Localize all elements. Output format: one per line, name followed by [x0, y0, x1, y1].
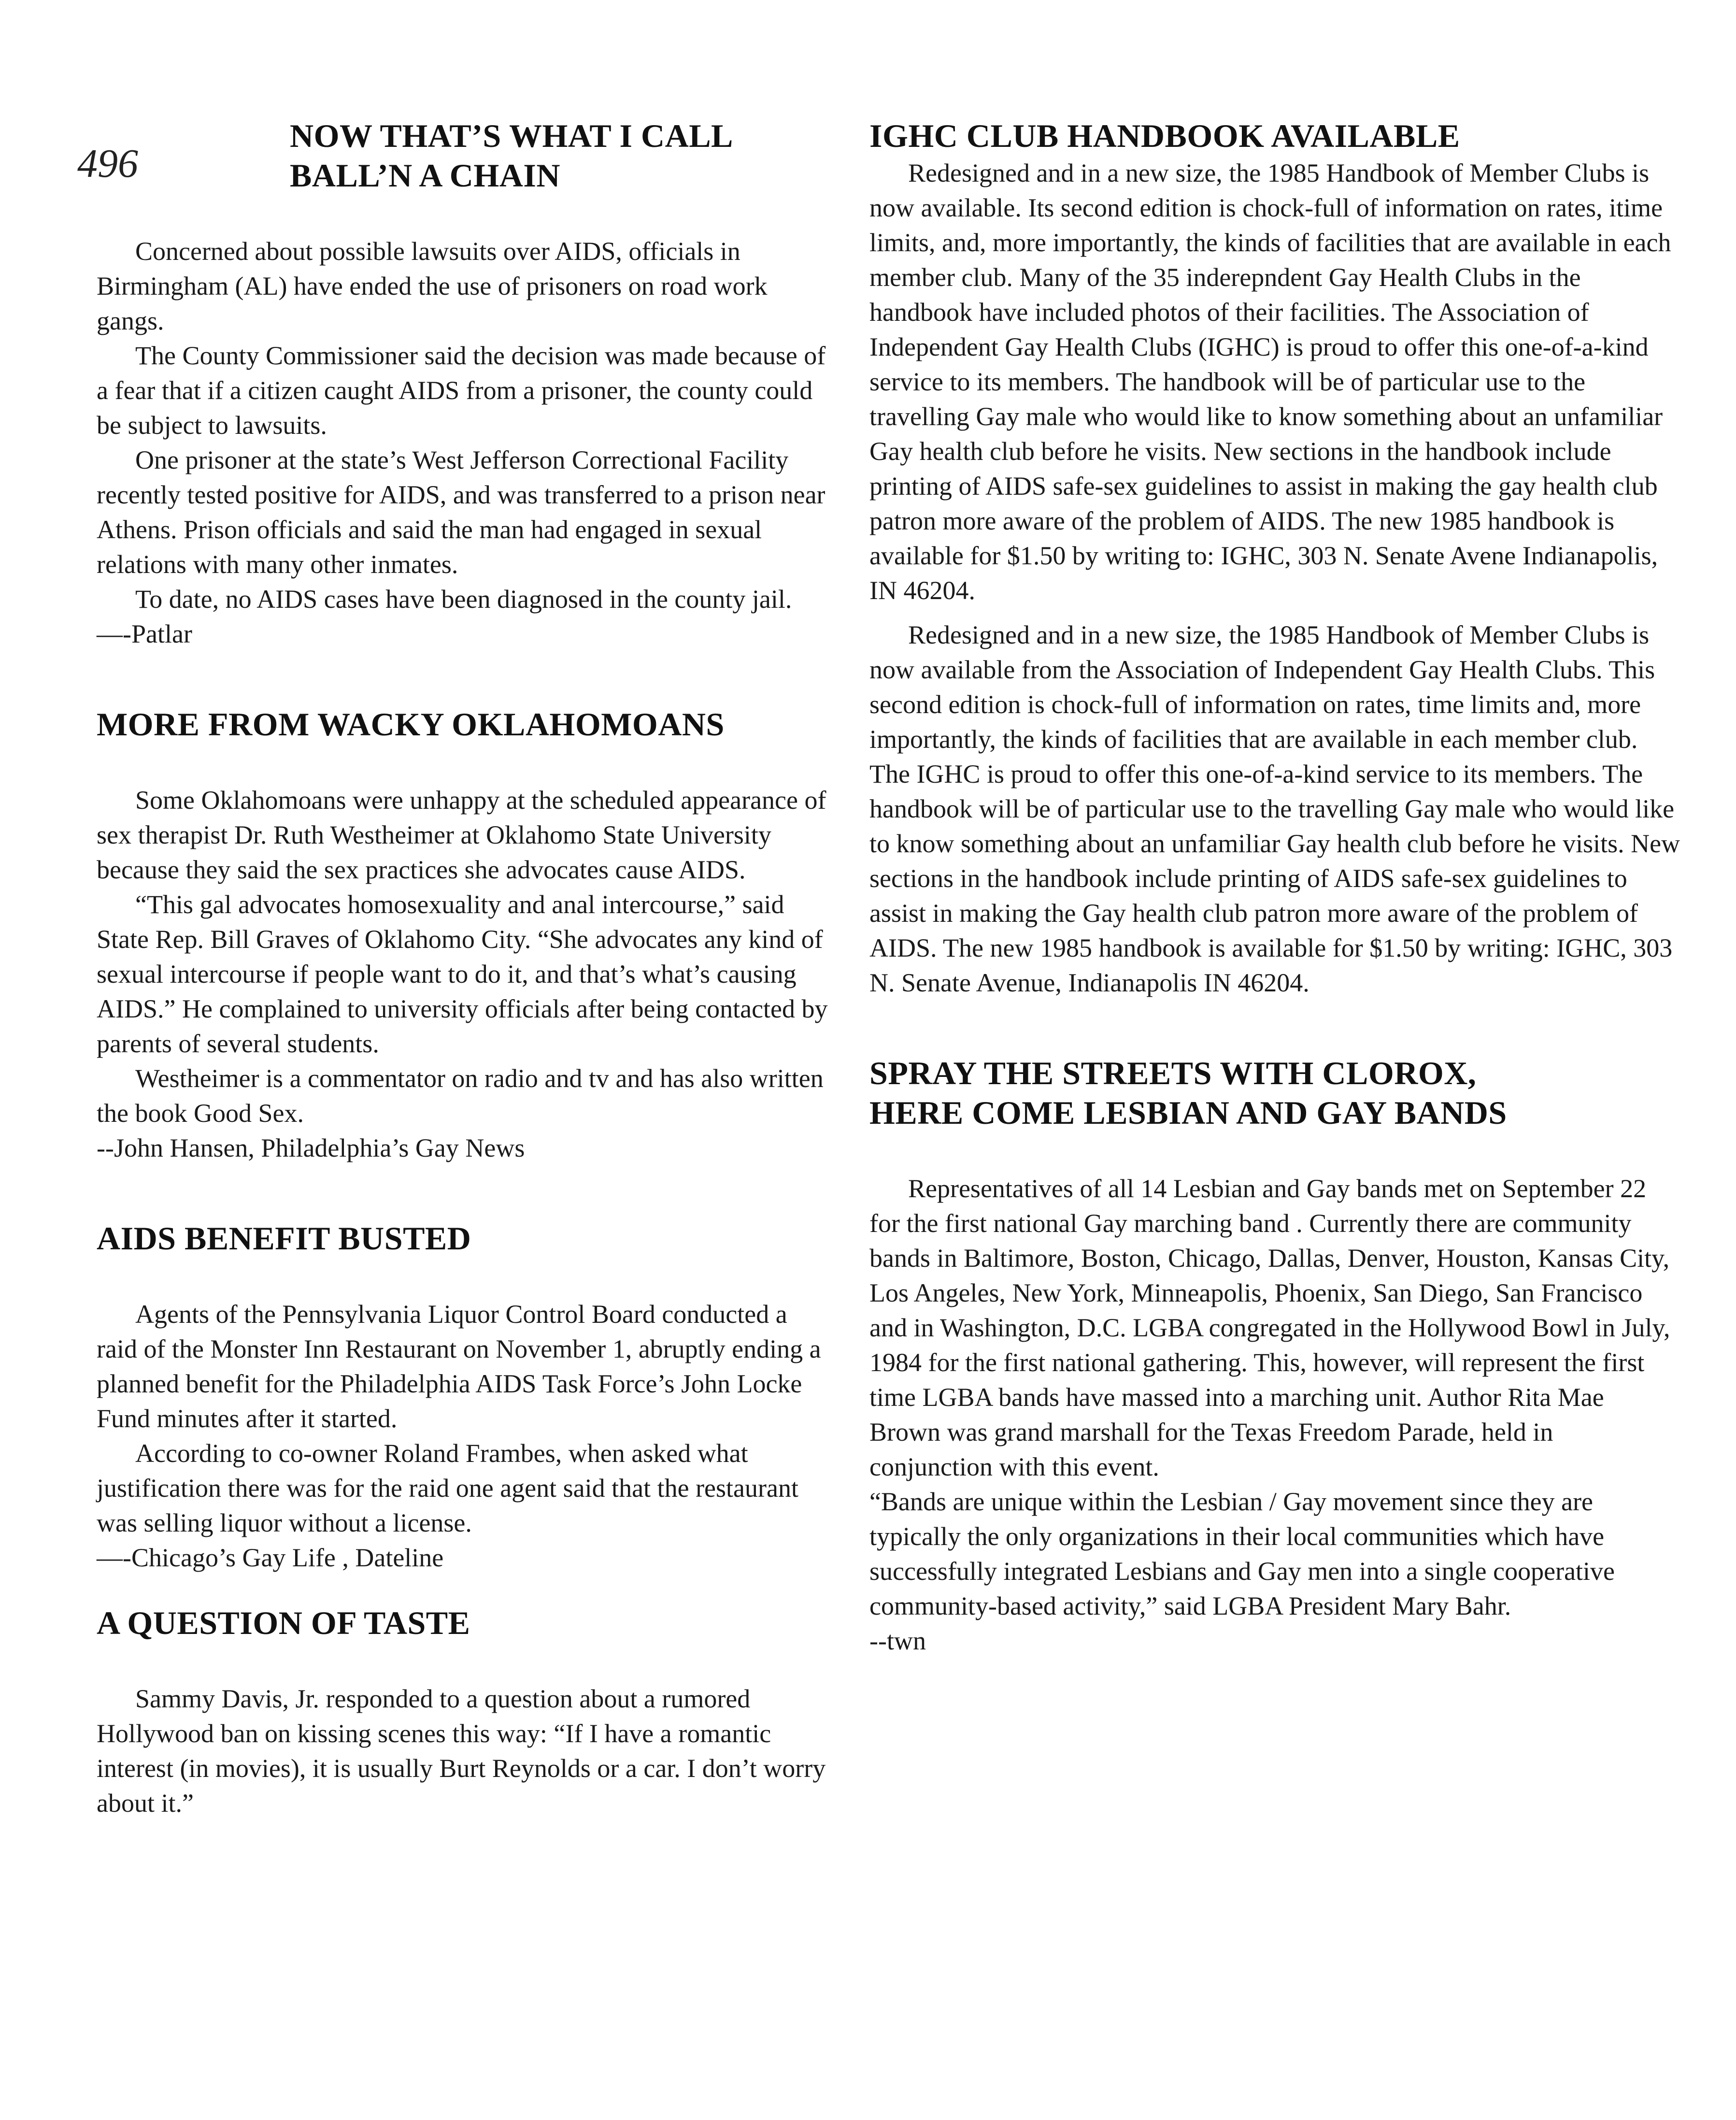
headline-line: MORE FROM WACKY OKLAHOMOANS — [97, 706, 725, 743]
headline-line: AIDS BENEFIT BUSTED — [97, 1220, 471, 1257]
article-paragraph: The County Commissioner said the decision was made because of a fear that if a citizen caught AIDS from a prisoner, the county could be subject to lawsuits. — [97, 341, 826, 440]
headline-line: IGHC CLUB HANDBOOK AVAILABLE — [869, 117, 1460, 154]
article-ball-n-chain — [97, 116, 831, 651]
article-gay-bands — [869, 1053, 1681, 1658]
article-paragraph: Concerned about possible lawsuits over AIDS, officials in Birmingham (AL) have ended the use of prisoners on road work gangs. — [97, 237, 768, 335]
article-paragraph: “Bands are unique within the Lesbian / Gay movement since they are typically the only organizations in their local communities which have successfully integrated Lesbians and Gay men into a single cooperative community-based activity,” said LGBA President Mary Bahr. — [869, 1487, 1615, 1620]
right-column — [869, 116, 1681, 1658]
article-paragraph: Redesigned and in a new size, the 1985 Handbook of Member Clubs is now available. Its second edition is chock-full of information on rates, itime limits, and, more importantly, the kinds of facilities that are available in each member club. Many of the 35 inderepndent Gay Health Clubs in the handbook have included photos of their facilities. The Association of Independent Gay Health Clubs (IGHC) is proud to offer this one-of-a-kind service to its members. The handbook will be of particular use to the travelling Gay male who would like to know something about an unfamiliar Gay health club before he visits. New sections in the handbook include printing of AIDS safe-sex guidelines to assist in making the gay health club patron more aware of the problem of AIDS. The new 1985 handbook is available for $1.50 by writing to: IGHC, 303 N. Senate Avene Indianapolis, IN 46204. — [869, 158, 1671, 605]
article-headline — [97, 1218, 831, 1258]
article-paragraph: Agents of the Pennsylvania Liquor Control Board conducted a raid of the Monster Inn Restaurant on November 1, abruptly ending a planned benefit for the Philadelphia AIDS Task Force’s John Locke Fund minutes after it started. — [97, 1300, 821, 1433]
article-headline — [869, 1053, 1681, 1132]
article-paragraph: One prisoner at the state’s West Jefferson Correctional Facility recently tested positive for AIDS, and was transferred to a prison near Athens. Prison officials and said the man had engaged in sexual relations with many other inmates. — [97, 445, 825, 579]
article-paragraph: “This gal advocates homosexuality and anal intercourse,” said State Rep. Bill Graves of Oklahomo City. “She advocates any kind of sexual intercourse if people want to do it, and that’s what’s causing AIDS.” He complained to university officials after being contacted by parents of several students. — [97, 890, 828, 1058]
article-paragraph: To date, no AIDS cases have been diagnosed in the county jail. — [135, 585, 792, 614]
article-paragraph: Representatives of all 14 Lesbian and Gay bands met on September 22 for the first national Gay marching band . Currently there are community bands in Baltimore, Boston, Chicago, Dallas, Denver, Houston, Kansas City, Los Angeles, New York, Minneapolis, Phoenix, San Diego, San Francisco and in Washington, D.C. LGBA congregated in the Hollywood Bowl in July, 1984 for the first national gathering. This, however, will represent the first time LGBA bands have massed into a marching unit. Author Rita Mae Brown was grand marshall for the Texas Freedom Parade, held in conjunction with this event. — [869, 1174, 1670, 1481]
article-paragraph: According to co-owner Roland Frambes, when asked what justification there was for the raid one agent said that the restaurant was selling liquor without a license. — [97, 1439, 798, 1537]
article-headline — [869, 116, 1681, 156]
article-paragraph: Some Oklahomoans were unhappy at the scheduled appearance of sex therapist Dr. Ruth Westheimer at Oklahomo State University because they said the sex practices she advocates cause AIDS. — [97, 786, 826, 884]
article-byline: --twn — [869, 1626, 926, 1655]
headline-line: NOW THAT’S WHAT I CALL — [290, 117, 733, 154]
article-wacky-oklahomoans — [97, 704, 831, 1165]
headline-line: SPRAY THE STREETS WITH CLOROX, — [869, 1055, 1477, 1091]
left-column — [97, 116, 831, 1820]
article-aids-benefit-busted — [97, 1218, 831, 1575]
article-headline — [97, 1603, 831, 1643]
article-headline — [97, 704, 831, 744]
article-headline — [290, 116, 831, 195]
article-byline: —-Chicago’s Gay Life , Dateline — [97, 1543, 444, 1572]
article-byline: —-Patlar — [97, 619, 192, 648]
article-paragraph: Redesigned and in a new size, the 1985 Handbook of Member Clubs is now available from the Association of Independent Gay Health Clubs. This second edition is chock-full of information on rates, time limits and, more importantly, the kinds of facilities that are available in each member club. The IGHC is proud to offer this one-of-a-kind service to its members. The handbook will be of particular use to the travelling Gay male who would like to know something about an unfamiliar Gay health club before he visits. New sections in the handbook include printing of AIDS safe-sex guidelines to assist in making the Gay health club patron more aware of the problem of AIDS. The new 1985 handbook is available for $1.50 by writing: IGHC, 303 N. Senate Avenue, Indianapolis IN 46204. — [869, 620, 1680, 997]
page-number: 496 — [77, 141, 138, 186]
article-byline: --John Hansen, Philadelphia’s Gay News — [97, 1133, 525, 1162]
headline-line: A QUESTION OF TASTE — [97, 1604, 470, 1641]
article-ighc-handbook — [869, 116, 1681, 1000]
article-paragraph: Sammy Davis, Jr. responded to a question about a rumored Hollywood ban on kissing scenes this way: “If I have a romantic interest (in movies), it is usually Burt Reynolds or a car. I don’t worry about it.” — [97, 1684, 826, 1818]
headline-line: BALL’N A CHAIN — [290, 157, 560, 194]
article-paragraph: Westheimer is a commentator on radio and tv and has also written the book Good Sex. — [97, 1064, 824, 1128]
article-question-of-taste — [97, 1603, 831, 1820]
headline-line: HERE COME LESBIAN AND GAY BANDS — [869, 1094, 1507, 1131]
